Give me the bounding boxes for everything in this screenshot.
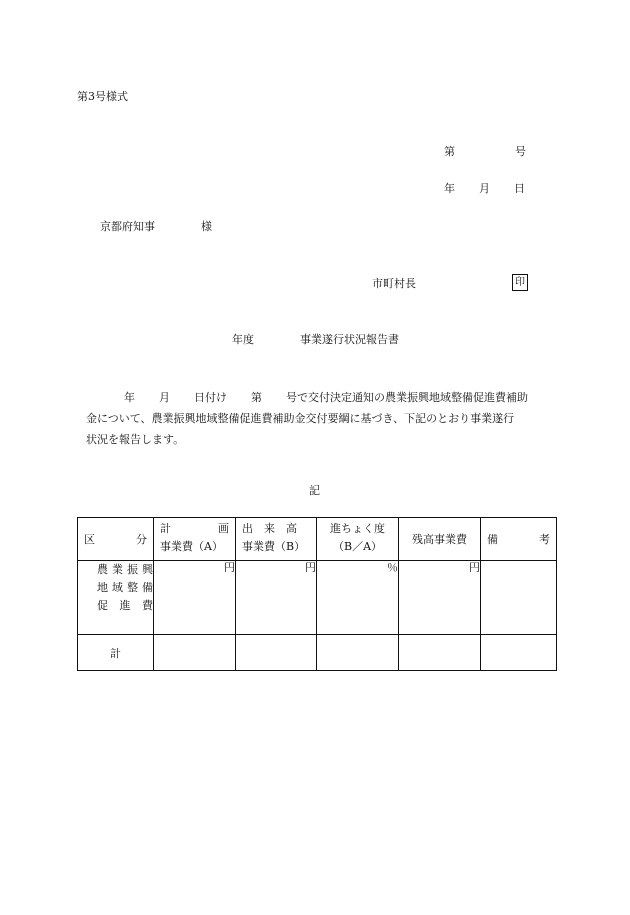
header-progress-line1: 進ちょく度 bbox=[330, 522, 385, 535]
body-line-1-rest: 号で交付決定通知の農業振興地域整備促進費補助 bbox=[286, 391, 528, 404]
completed-cost-unit: 円 bbox=[305, 561, 316, 574]
date-day: 日 bbox=[514, 182, 525, 195]
table-row bbox=[78, 635, 557, 671]
seal-mark: 印 bbox=[512, 274, 528, 291]
planned-cost-cell[interactable] bbox=[154, 561, 236, 635]
total-progress-cell[interactable] bbox=[317, 635, 399, 671]
date-month: 月 bbox=[479, 182, 490, 195]
header-remarks bbox=[481, 518, 557, 561]
row-category-cell bbox=[78, 561, 154, 635]
document-title bbox=[232, 331, 399, 347]
header-remaining-label: 残高事業費 bbox=[412, 533, 467, 546]
title-year-label: 年度 bbox=[232, 333, 254, 346]
remaining-cost-cell[interactable] bbox=[399, 561, 481, 635]
addressee bbox=[100, 218, 212, 234]
document-number-prefix: 第 bbox=[444, 145, 455, 158]
category-line-3: 促 進 費 bbox=[97, 599, 153, 612]
ki-heading: 記 bbox=[309, 484, 320, 497]
body-line-2: 金について、農業振興地域整備促進費補助金交付要綱に基づき、下記のとおり事業遂行 bbox=[86, 412, 515, 425]
header-category-left: 区 bbox=[84, 533, 95, 546]
total-label: 計 bbox=[110, 646, 121, 660]
title-name: 事業遂行状況報告書 bbox=[300, 333, 399, 346]
date-year: 年 bbox=[444, 182, 455, 195]
header-remarks-left: 備 bbox=[487, 533, 498, 546]
table-row bbox=[78, 561, 557, 635]
header-category-right: 分 bbox=[136, 533, 147, 546]
remarks-cell[interactable] bbox=[481, 561, 557, 635]
header-remaining-cost bbox=[399, 518, 481, 561]
document-number-line bbox=[444, 143, 526, 159]
planned-cost-unit: 円 bbox=[224, 561, 235, 574]
document-number-suffix: 号 bbox=[515, 145, 526, 158]
header-progress-line2: （B／A） bbox=[332, 540, 383, 553]
header-completed-line1: 出 来 高 bbox=[242, 522, 297, 535]
total-label-cell bbox=[78, 635, 154, 671]
header-category bbox=[78, 518, 154, 561]
category-line-2: 地域整備 bbox=[97, 581, 153, 594]
category-line-1: 農業振興 bbox=[97, 563, 153, 576]
body-date-suffix: 日付け bbox=[194, 391, 227, 404]
date-line bbox=[444, 180, 525, 196]
form-number: 第3号様式 bbox=[77, 90, 128, 103]
sender-title: 市町村長 bbox=[372, 277, 416, 290]
total-remaining-cell[interactable] bbox=[399, 635, 481, 671]
body-month: 月 bbox=[159, 391, 170, 404]
table-header-row bbox=[78, 518, 557, 561]
addressee-honorific: 様 bbox=[201, 220, 212, 233]
header-completed-line2: 事業費（B） bbox=[242, 540, 306, 553]
header-planned-right: 画 bbox=[218, 522, 229, 535]
total-remarks-cell[interactable] bbox=[481, 635, 557, 671]
header-planned-cost bbox=[154, 518, 236, 561]
addressee-name: 京都府知事 bbox=[100, 220, 155, 233]
body-number-prefix: 第 bbox=[251, 391, 262, 404]
total-completed-cell[interactable] bbox=[236, 635, 317, 671]
header-remarks-right: 考 bbox=[539, 533, 550, 546]
remaining-cost-unit: 円 bbox=[469, 561, 480, 574]
header-planned-line2: 事業費（A） bbox=[160, 540, 223, 553]
header-completed-cost bbox=[236, 518, 317, 561]
header-planned-left: 計 bbox=[160, 522, 171, 535]
total-planned-cell[interactable] bbox=[154, 635, 236, 671]
progress-cell[interactable] bbox=[317, 561, 399, 635]
report-table bbox=[77, 517, 557, 671]
report-body bbox=[86, 387, 556, 450]
completed-cost-cell[interactable] bbox=[236, 561, 317, 635]
body-line-1 bbox=[86, 387, 556, 408]
body-year: 年 bbox=[124, 391, 135, 404]
progress-unit: ％ bbox=[387, 561, 398, 574]
header-progress bbox=[317, 518, 399, 561]
body-line-3: 状況を報告します。 bbox=[86, 433, 185, 446]
